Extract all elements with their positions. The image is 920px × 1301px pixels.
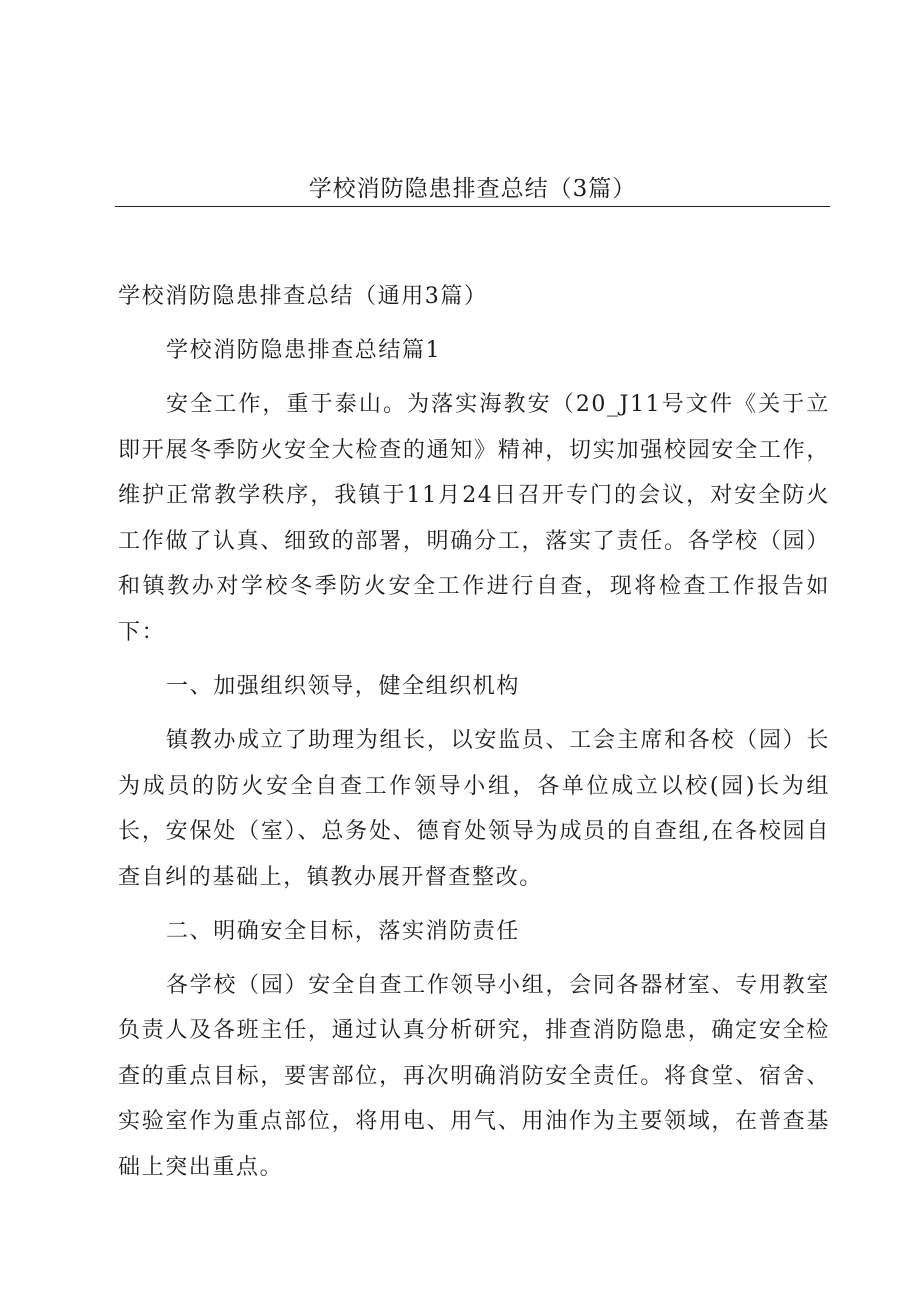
heading-organization: 一、加强组织领导，健全组织机构 [166, 673, 521, 699]
document-subtitle: 学校消防隐患排查总结（通用3篇） [118, 284, 488, 309]
heading-responsibility: 二、明确安全目标，落实消防责任 [166, 918, 521, 944]
document-title: 学校消防隐患排查总结（3篇） [308, 176, 637, 202]
paragraph-intro: 安全工作，重于泰山。为落实海教安（20_J11号文件《关于立即开展冬季防火安全大检查的通知》精神，切实加强校园安全工作，维护正常教学秩序，我镇于11月24日召开专门的会议，对安全防火工作做了认真、细致的部署，明确分工，落实了责任。各学校（园）和镇教办对学校冬季防火安全工作进行自查，现将检查工作报告如下： [118, 391, 830, 645]
title-underline [115, 206, 830, 207]
paragraph-organization: 镇教办成立了助理为组长，以安监员、工会主席和各校（园）长为成员的防火安全自查工作领导小组，各单位成立以校(园)长为组长，安保处（室）、总务处、德育处领导为成员的自查组,在各校园自查自纠的基础上，镇教办展开督查整改。 [118, 727, 830, 890]
section-heading: 学校消防隐患排查总结篇1 [166, 337, 442, 363]
document-body [118, 274, 830, 1199]
paragraph-responsibility: 各学校（园）安全自查工作领导小组，会同各器材室、专用教室负责人及各班主任，通过认真分析研究，排查消防隐患，确定安全检查的重点目标，要害部位，再次明确消防安全责任。将食堂、宿舍、实验室作为重点部位，将用电、用气、用油作为主要领域，在普查基础上突出重点。 [118, 972, 830, 1181]
